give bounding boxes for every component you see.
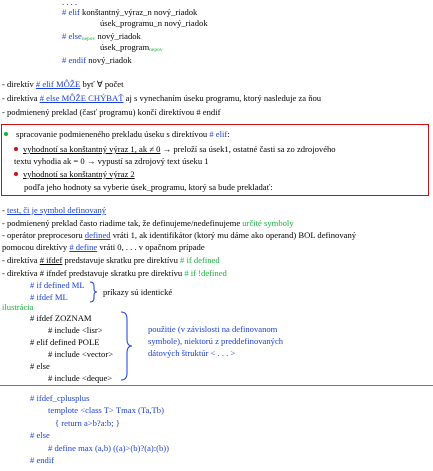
divider bbox=[0, 385, 433, 386]
keyword: # elif bbox=[35, 79, 54, 89]
code-line: # define max (a,b) ((a)>(b)?(a):(b)) bbox=[48, 443, 170, 453]
keyword: # endif bbox=[62, 55, 87, 65]
text: ≠ 0 bbox=[149, 144, 161, 154]
code-line: # include <deque> bbox=[48, 373, 113, 383]
section-heading bbox=[2, 205, 106, 216]
example-line: # ifdef ML bbox=[30, 292, 68, 302]
section-label: ilustrácia bbox=[2, 302, 34, 312]
keyword: # elif bbox=[62, 7, 80, 17]
brace-icon bbox=[118, 311, 134, 381]
keyword: # elif bbox=[209, 129, 228, 139]
text: vráti 0, . . . v opačnom prípade bbox=[97, 242, 205, 252]
code-line bbox=[100, 42, 163, 56]
note-line: použitie (v závislosti na definovanom bbox=[148, 324, 278, 334]
text: aj s vynechaním úseku programu, ktorý nasleduje za ňou bbox=[123, 93, 322, 103]
text: vyhodnotí sa konštantný výraz 2 bbox=[23, 169, 135, 179]
subscript: nepov bbox=[81, 36, 96, 42]
box-heading bbox=[4, 129, 230, 140]
text: byť ∀ počet bbox=[80, 79, 124, 89]
text: vráti 1, ak identifikátor (ktorý mu dáme ako operand) BOL definovaný bbox=[110, 230, 357, 240]
note-line bbox=[2, 79, 124, 90]
code-text: nový_riadok bbox=[95, 31, 141, 41]
keyword: # ifdef bbox=[39, 255, 63, 265]
brace-label: príkazy sú identické bbox=[103, 287, 173, 297]
note-line: symbole), niektorú z preddefinovaných bbox=[148, 336, 284, 346]
text: → preloží sa úsek1, ostatné časti sa zo zdrojového bbox=[160, 144, 336, 154]
code-line: # else bbox=[30, 430, 50, 440]
code-line: # else bbox=[30, 361, 50, 371]
emphasis: MÔŽE CHÝBAŤ bbox=[59, 93, 124, 103]
highlight: # if !defined bbox=[184, 268, 227, 278]
box-line: podľa jeho hodnoty sa vyberie úsek_programu, ktorý sa bude prekladať: bbox=[24, 182, 273, 192]
code-line: templote <class T> Tmax (Ta,Tb) bbox=[48, 405, 164, 415]
subscript: nepov bbox=[149, 47, 163, 53]
bullet-icon bbox=[14, 147, 18, 151]
text: : bbox=[227, 129, 230, 139]
example-line: # if defined ML bbox=[30, 280, 85, 290]
brace-icon bbox=[88, 281, 98, 303]
note-line bbox=[2, 93, 321, 104]
note-line: - podmienený preklad (časť programu) končí direktívou # endif bbox=[2, 107, 221, 117]
text: - direktíva bbox=[2, 255, 40, 265]
box-bullet bbox=[14, 144, 336, 155]
text: - operátor preprocesoru bbox=[2, 230, 85, 240]
code-line: # include <vector> bbox=[48, 349, 114, 359]
code-text: úsek_program bbox=[100, 42, 150, 52]
bullet-icon bbox=[4, 132, 8, 136]
code-line: # ifdef_cplusplus bbox=[30, 393, 90, 403]
text: predstavuje skratku pre direktívu bbox=[62, 255, 181, 265]
code-line: # include <lisr> bbox=[48, 325, 103, 335]
code-line: úsek_programu_n nový_riadok bbox=[100, 18, 208, 28]
code-text: konštantný_výraz_n nový_riadok bbox=[79, 7, 198, 17]
highlight: # if defined bbox=[180, 255, 220, 265]
keyword: defined bbox=[84, 230, 111, 240]
text: - direktív bbox=[2, 79, 36, 89]
keyword: # else bbox=[62, 31, 82, 41]
highlight: určité symboly bbox=[242, 218, 294, 228]
link-text: test, či je symbol definovaný bbox=[7, 205, 107, 215]
code-line: # ifdef ZOZNAM bbox=[30, 313, 92, 323]
code-text: nový_riadok bbox=[86, 55, 132, 65]
text-line bbox=[2, 230, 356, 241]
text: pomocou direktívy bbox=[2, 242, 70, 252]
text-line bbox=[2, 255, 220, 266]
text: - bbox=[2, 205, 8, 215]
code-line bbox=[62, 55, 132, 66]
text-line bbox=[2, 218, 294, 229]
keyword: # else bbox=[39, 93, 60, 103]
text: - direktíva bbox=[2, 93, 40, 103]
code-line: { return a>b?a:b; } bbox=[55, 418, 120, 428]
code-line: # elif defined POLE bbox=[30, 337, 100, 347]
note-line: dátových štruktúr < . . . > bbox=[148, 348, 236, 358]
text-line bbox=[2, 242, 205, 253]
code-line: # endif bbox=[30, 455, 55, 465]
text-line bbox=[2, 268, 227, 279]
code-line bbox=[62, 7, 197, 18]
keyword: # define bbox=[69, 242, 98, 252]
text: vyhodnotí sa konštantný výraz 1, ak bbox=[23, 144, 150, 154]
ellipsis: . . . . bbox=[62, 0, 78, 7]
box-line: textu vyhodia ak = 0 → vypustí sa zdrojový text úseku 1 bbox=[14, 156, 209, 166]
bullet-icon bbox=[14, 172, 18, 176]
emphasis: MÔŽE bbox=[53, 79, 81, 89]
text: - direktíva # ifndef predstavuje skratku pre direktívu bbox=[2, 268, 185, 278]
text: spracovanie podmieneného prekladu úseku s direktívou bbox=[16, 129, 210, 139]
box-bullet bbox=[14, 169, 135, 180]
text: - podmienený preklad často riadime tak, že definujeme/nedefinujeme bbox=[2, 218, 243, 228]
